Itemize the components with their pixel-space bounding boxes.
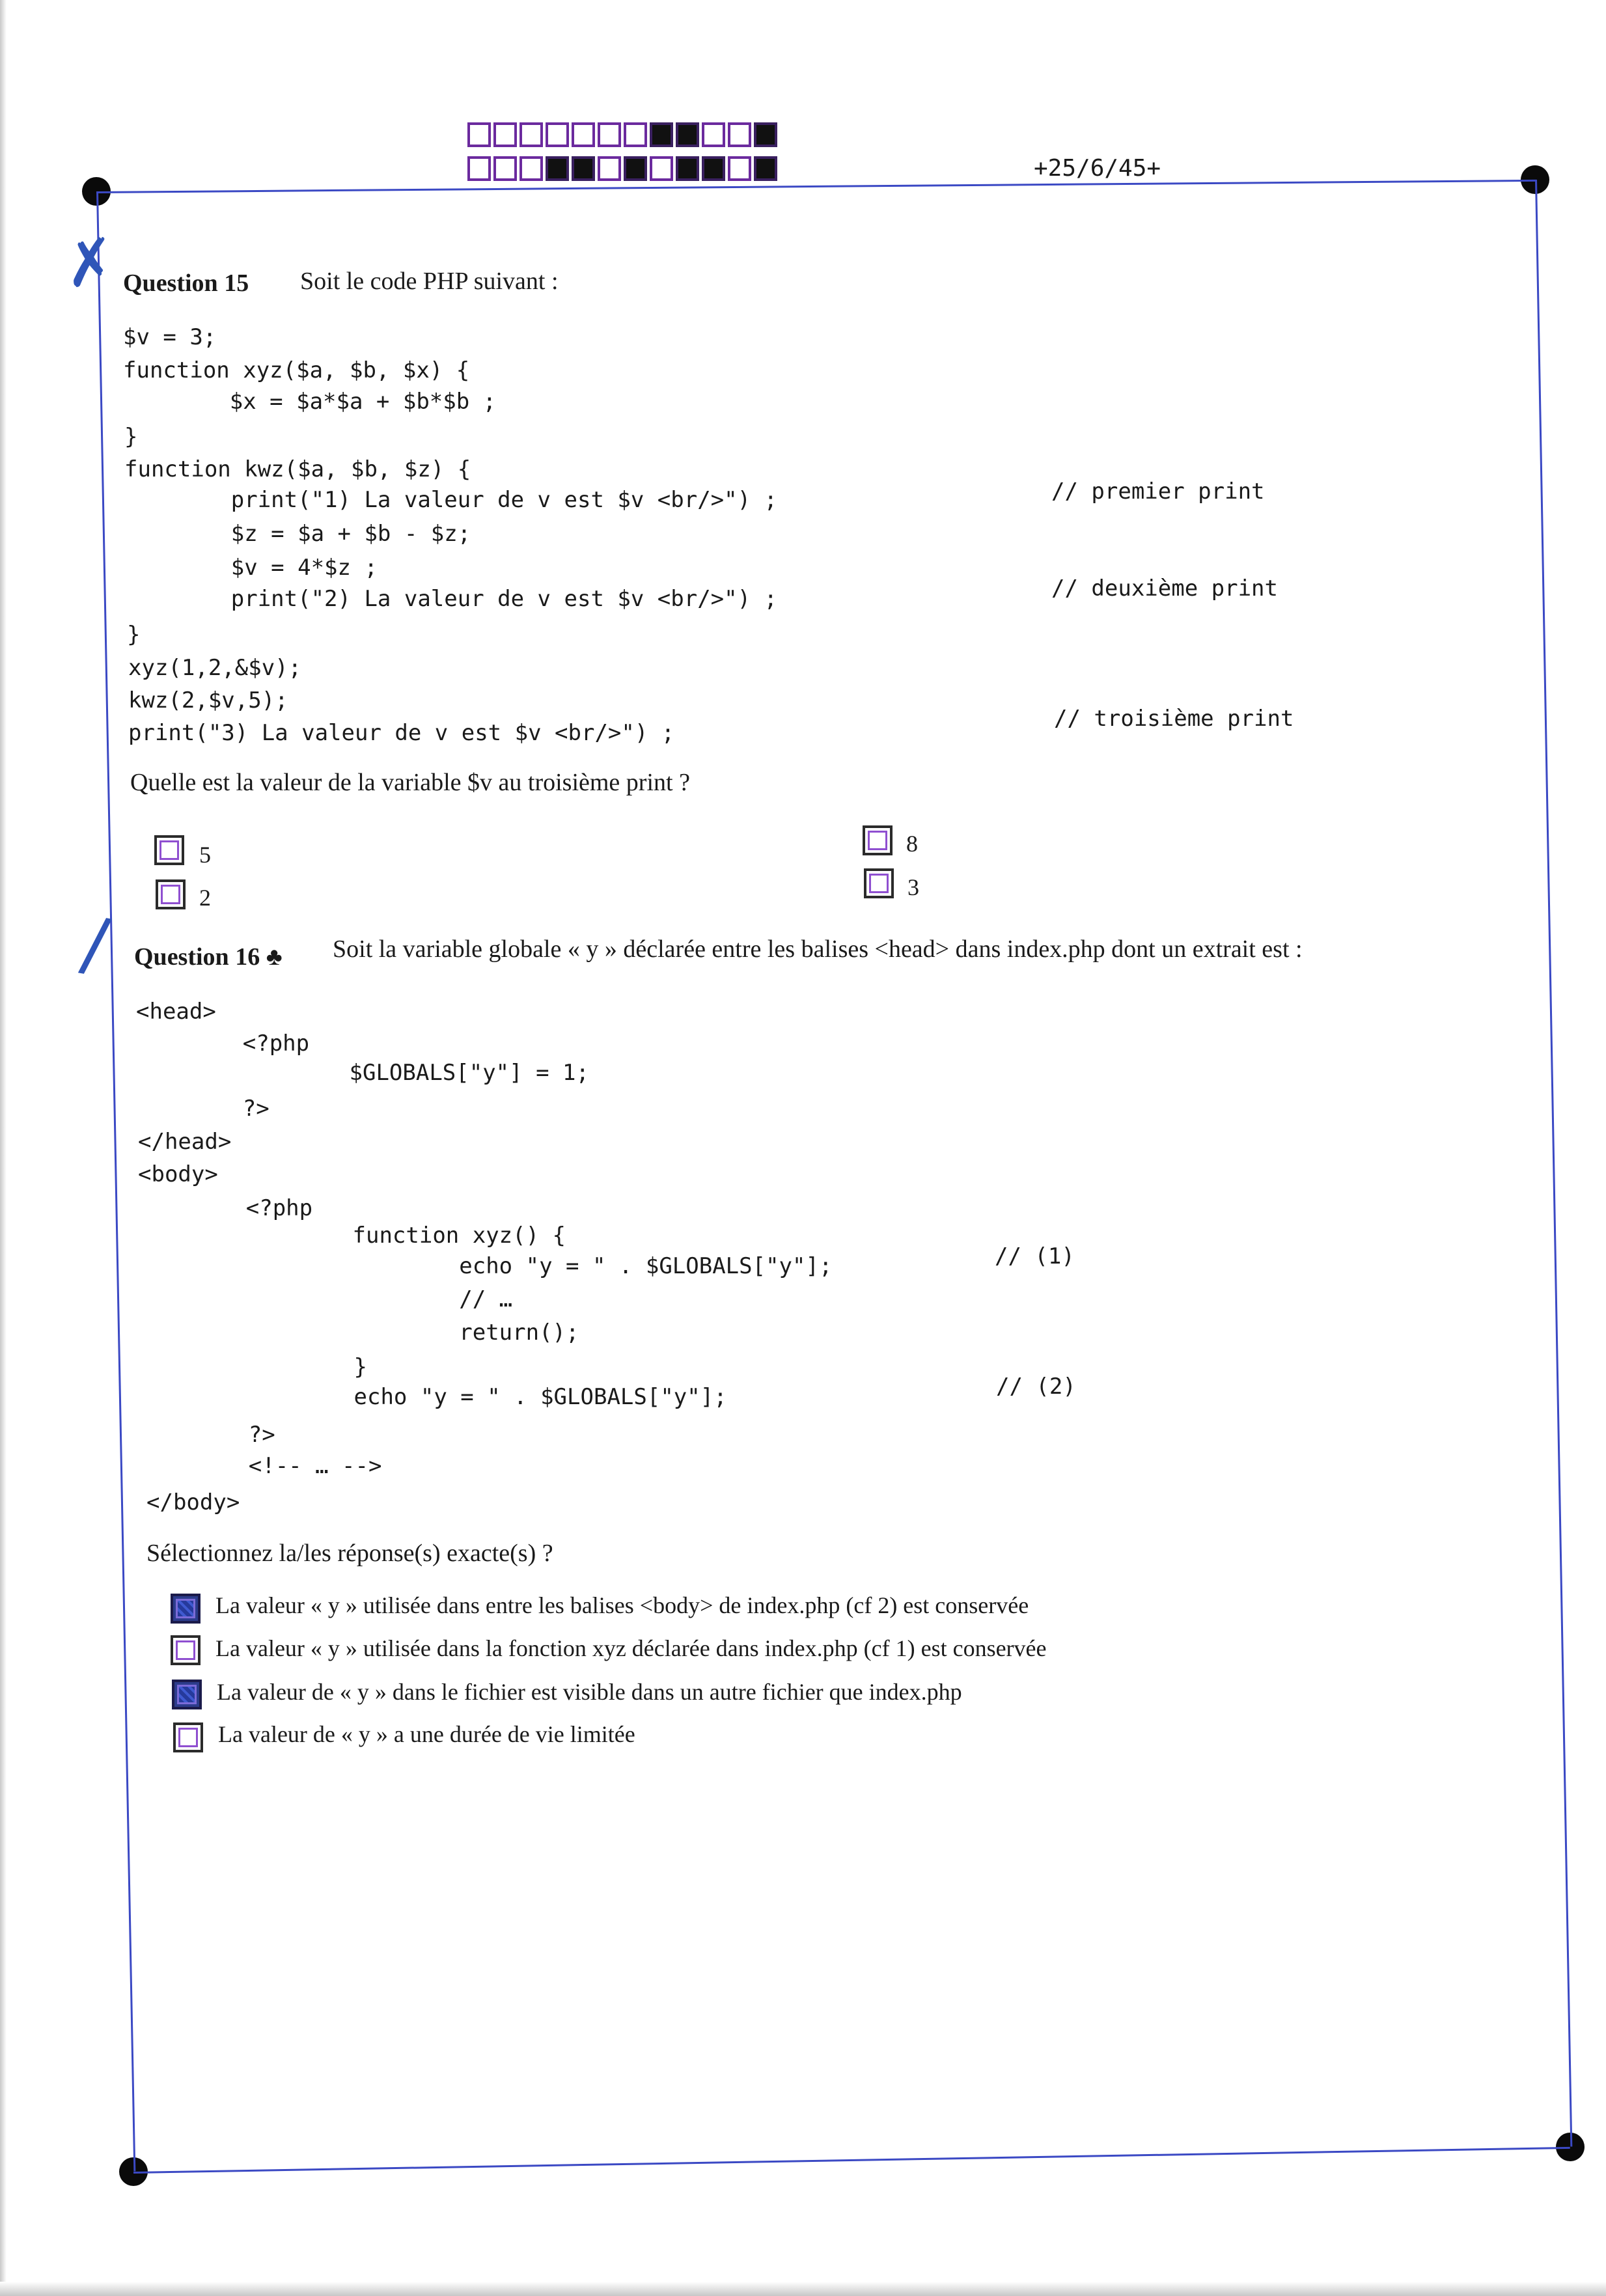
q15-option-label: 5 [199, 842, 211, 868]
q16-option-checkbox-3[interactable] [172, 1680, 202, 1709]
id-marker-row-1 [467, 122, 780, 147]
q15-code-line: } [124, 424, 138, 450]
q16-code-line: <?php [139, 1195, 313, 1221]
handwritten-slash-mark: / [76, 900, 115, 988]
q16-code-line: <head> [136, 999, 216, 1025]
q16-code-line: <?php [136, 1030, 310, 1057]
q16-code-line: <body> [138, 1161, 218, 1187]
frame-top [96, 180, 1536, 193]
id-marker-row-2 [467, 156, 780, 181]
frame-bottom [133, 2147, 1570, 2174]
q15-code-line: } [127, 622, 141, 648]
q16-code-line: function xyz() { [139, 1223, 566, 1249]
q16-code-line: <!-- … --> [142, 1453, 382, 1479]
q16-comment-2: // (2) [996, 1374, 1076, 1400]
q16-code-line: } [141, 1354, 367, 1380]
scan-shade-left [0, 0, 7, 2296]
q16-option-label: La valeur de « y » a une durée de vie limitée [218, 1721, 635, 1747]
q15-code-line: print("3) La valeur de v est $v <br/>") ; [128, 720, 675, 746]
q15-option-label: 2 [199, 885, 211, 911]
q16-code-line: // … [139, 1286, 513, 1312]
q15-code-line: $z = $a + $b - $z; [124, 521, 471, 547]
question-15-title: Question 15 [123, 270, 249, 297]
club-icon: ♣ [266, 943, 283, 971]
q15-comment-first: // premier print [1051, 478, 1265, 505]
q16-code-line: return(); [139, 1320, 579, 1346]
q16-code-line: ?> [142, 1422, 275, 1448]
q16-code-line: echo "y = " . $GLOBALS["y"]; [141, 1384, 727, 1410]
q15-option-checkbox-8[interactable] [863, 825, 893, 855]
q15-option-checkbox-3[interactable] [864, 868, 894, 898]
question-16-title-text: Question 16 [134, 943, 260, 971]
question-16-intro: Soit la variable globale « y » déclarée entre les balises <head> dans index.php dont un extrait est : [333, 935, 1303, 963]
q16-option-checkbox-1[interactable] [171, 1594, 201, 1624]
q16-code-line: ?> [136, 1096, 270, 1122]
q15-option-label: 8 [906, 831, 918, 857]
q15-code-line: $v = 3; [123, 324, 217, 350]
q16-code-line: echo "y = " . $GLOBALS["y"]; [139, 1253, 833, 1279]
q16-option-label: La valeur « y » utilisée dans entre les balises <body> de index.php (cf 2) est conservée [215, 1592, 1029, 1618]
q16-option-label: La valeur de « y » dans le fichier est visible dans un autre fichier que index.php [217, 1679, 962, 1705]
frame-right [1535, 180, 1572, 2147]
question-15-intro: Soit le code PHP suivant : [300, 268, 559, 295]
question-16-prompt: Sélectionnez la/les réponse(s) exacte(s) ? [146, 1540, 553, 1567]
q16-comment-1: // (1) [995, 1243, 1075, 1269]
q15-option-checkbox-2[interactable] [156, 879, 186, 909]
q15-comment-third: // troisième print [1054, 706, 1294, 732]
q16-code-line: $GLOBALS["y"] = 1; [136, 1060, 589, 1086]
q16-code-line: </head> [138, 1129, 232, 1155]
q16-code-line: </body> [146, 1489, 240, 1515]
q15-code-line: function xyz($a, $b, $x) { [123, 357, 470, 383]
q16-option-checkbox-2[interactable] [171, 1635, 201, 1665]
q15-option-label: 3 [907, 874, 919, 900]
question-16-title [134, 943, 283, 971]
q15-code-line: $v = 4*$z ; [124, 555, 378, 581]
q15-code-line: xyz(1,2,&$v); [128, 655, 302, 681]
page-id: +25/6/45+ [1034, 155, 1161, 182]
scan-shade-bottom [0, 2282, 1606, 2296]
handwritten-cross-mark: ✗ [59, 223, 121, 303]
question-15-prompt: Quelle est la valeur de la variable $v au troisième print ? [130, 769, 690, 796]
q15-code-line: $x = $a*$a + $b*$b ; [123, 389, 497, 415]
q15-code-line: kwz(2,$v,5); [128, 687, 288, 713]
q16-option-label: La valeur « y » utilisée dans la fonction xyz déclarée dans index.php (cf 1) est conservée [215, 1635, 1047, 1661]
q15-code-line: print("2) La valeur de v est $v <br/>") ; [124, 586, 778, 612]
q15-comment-second: // deuxième print [1051, 575, 1278, 602]
q15-option-checkbox-5[interactable] [154, 835, 184, 865]
q16-option-checkbox-4[interactable] [173, 1722, 203, 1752]
q15-code-line: print("1) La valeur de v est $v <br/>") ; [124, 487, 778, 513]
q15-code-line: function kwz($a, $b, $z) { [124, 456, 471, 482]
